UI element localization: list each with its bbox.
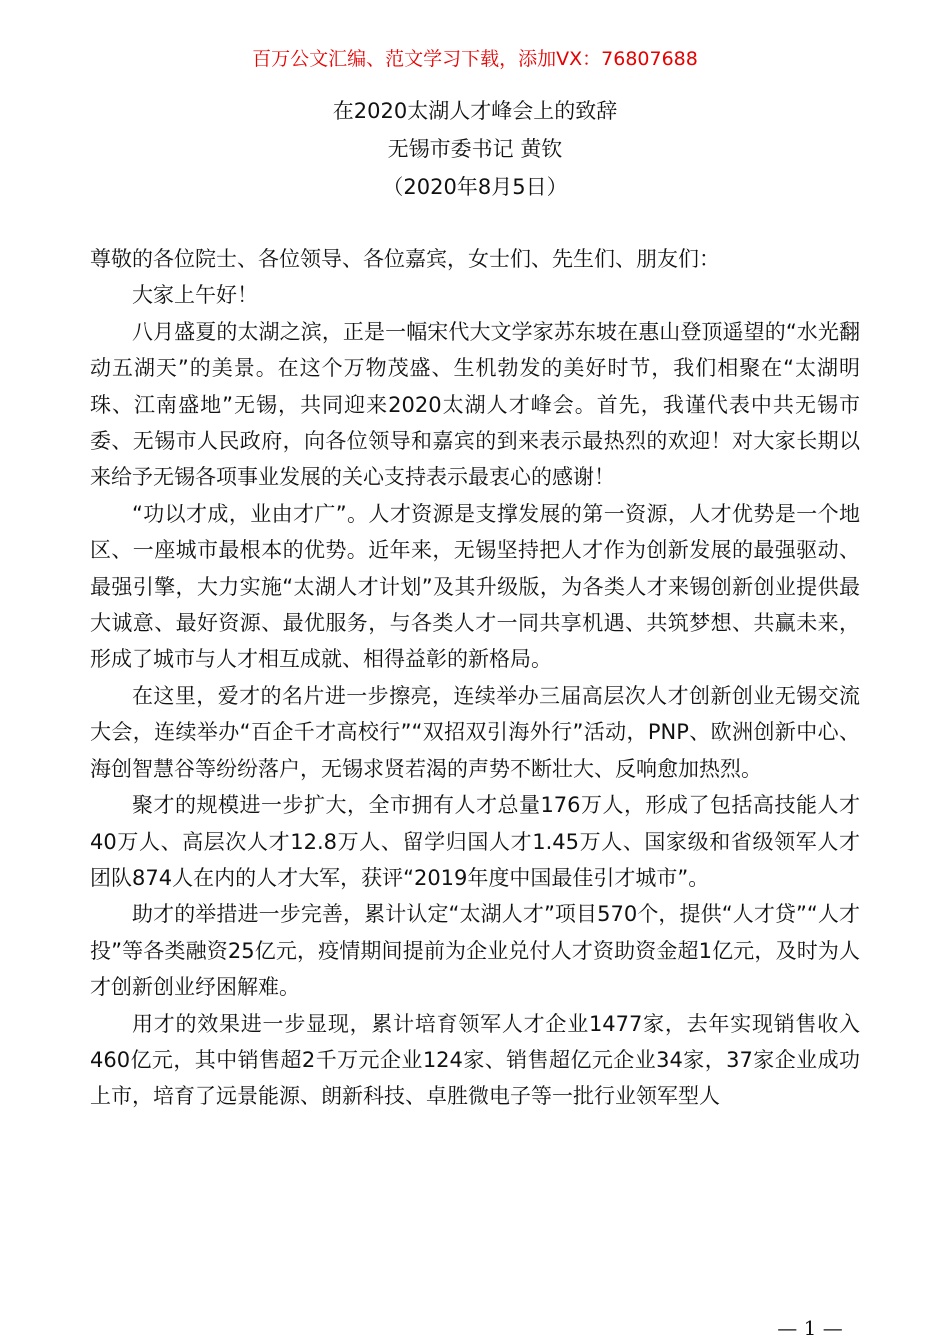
watermark-text: 百万公文汇编、范文学习下载，添加VX：76807688 — [252, 48, 698, 70]
document-title: 在2020太湖人才峰会上的致辞 — [332, 99, 618, 123]
document-author: 无锡市委书记 黄钦 — [387, 137, 563, 161]
page-number: — 1 — — [777, 1316, 843, 1340]
paragraph: 聚才的规模进一步扩大，全市拥有人才总量176万人，形成了包括高技能人才40万人、高层次人才12.8万人、留学归国人才1.45万人、国家级和省级领军人才团队874人在内的人才大军，获评“2019年度中国最佳引才城市”。 — [90, 793, 860, 890]
paragraph: 八月盛夏的太湖之滨，正是一幅宋代大文学家苏东坡在惠山登顶遥望的“水光翻动五湖天”的美景。在这个万物茂盛、生机勃发的美好时节，我们相聚在“太湖明珠、江南盛地”无锡，共同迎来2020太湖人才峰会。首先，我谨代表中共无锡市委、无锡市人民政府，向各位领导和嘉宾的到来表示最热烈的欢迎！对大家长期以来给予无锡各项事业发展的关心支持表示最衷心的感谢！ — [90, 319, 860, 490]
paragraph: 在这里，爱才的名片进一步擦亮，连续举办三届高层次人才创新创业无锡交流大会，连续举办“百企千才高校行”“双招双引海外行”活动，PNP、欧洲创新中心、海创智慧谷等纷纷落户，无锡求贤若渴的声势不断壮大、反响愈加热烈。 — [90, 683, 860, 781]
paragraph: 助才的举措进一步完善，累计认定“太湖人才”项目570个，提供“人才贷”“人才投”等各类融资25亿元，疫情期间提前为企业兑付人才资助资金超1亿元，及时为人才创新创业纾困解难。 — [90, 902, 860, 1000]
document-body — [90, 241, 860, 1115]
document-header — [0, 92, 950, 206]
salutation: 尊敬的各位院士、各位领导、各位嘉宾，女士们、先生们、朋友们： — [90, 247, 720, 271]
greeting: 大家上午好！ — [132, 283, 258, 308]
paragraph: “功以才成，业由才广”。人才资源是支撑发展的第一资源，人才优势是一个地区、一座城市最根本的优势。近年来，无锡坚持把人才作为创新发展的最强驱动、最强引擎，大力实施“太湖人才计划”及其升级版，为各类人才来锡创新创业提供最大诚意、最好资源、最优服务，与各类人才一同共享机遇、共筑梦想、共赢未来，形成了城市与人才相互成就、相得益彰的新格局。 — [90, 501, 860, 672]
paragraph: 用才的效果进一步显现，累计培育领军人才企业1477家，去年实现销售收入460亿元，其中销售超2千万元企业124家、销售超亿元企业34家，37家企业成功上市，培育了远景能源、朗新科技、卓胜微电子等一批行业领军型人 — [90, 1011, 860, 1109]
document-date: （2020年8月5日） — [382, 175, 568, 199]
